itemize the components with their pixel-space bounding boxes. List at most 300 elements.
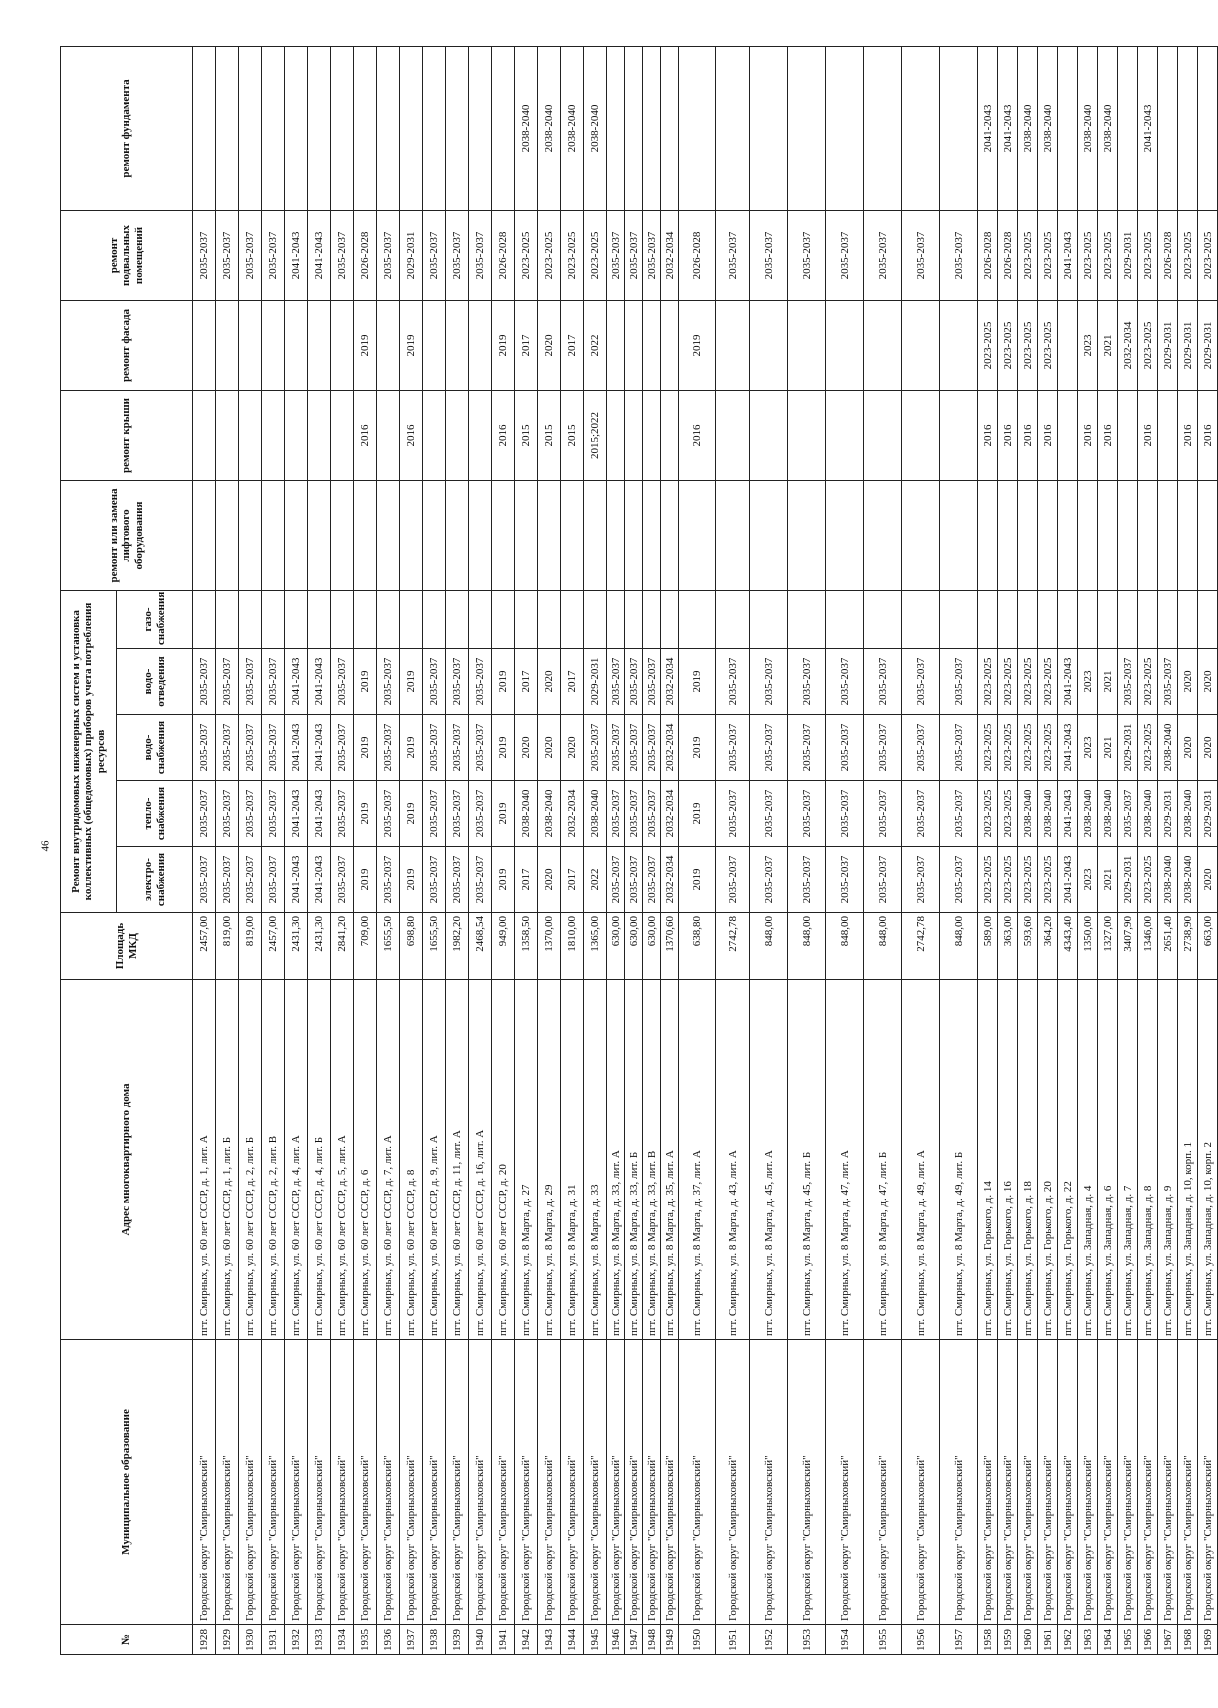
- gas-cell: [625, 590, 643, 648]
- foundation-cell: [1178, 46, 1198, 210]
- roof-cell: 2015: [538, 390, 561, 480]
- municipality-cell: Городской округ "Смирныховский": [1158, 1340, 1178, 1625]
- area-cell: 2431,30: [285, 913, 308, 980]
- area-cell: 2742,78: [716, 913, 750, 980]
- header-address: Адрес многоквартирного дома: [61, 980, 193, 1340]
- elevator-cell: [864, 480, 902, 590]
- heat-cell: 2035-2037: [216, 781, 239, 847]
- row-number: 1940: [469, 1625, 492, 1655]
- municipality-cell: Городской округ "Смирныховский": [716, 1340, 750, 1625]
- elevator-cell: [377, 480, 400, 590]
- water-cell: 2035-2037: [423, 715, 446, 781]
- row-number: 1962: [1058, 1625, 1078, 1655]
- row-number: 1938: [423, 1625, 446, 1655]
- basement-cell: 2023-2025: [1098, 210, 1118, 300]
- roof-cell: [716, 390, 750, 480]
- heat-cell: 2035-2037: [902, 781, 940, 847]
- table-row: [679, 46, 716, 1654]
- municipality-cell: Городской округ "Смирныховский": [515, 1340, 538, 1625]
- basement-cell: 2035-2037: [469, 210, 492, 300]
- sewage-cell: 2019: [492, 649, 515, 715]
- area-cell: 848,00: [864, 913, 902, 980]
- foundation-cell: [492, 46, 515, 210]
- roof-cell: [262, 390, 285, 480]
- roof-cell: [216, 390, 239, 480]
- facade-cell: 2022: [584, 300, 607, 390]
- table-row: [864, 46, 902, 1654]
- header-systems-group: Ремонт внутридомовых инженерных систем и установка коллективных (общедомовых) приборов учета потребления ресурсов: [61, 590, 117, 912]
- electricity-cell: 2035-2037: [940, 847, 978, 913]
- table-row: [826, 46, 864, 1654]
- address-cell: пгт. Смирных, ул. 60 лет СССР, д. 11, лит. А: [446, 980, 469, 1340]
- foundation-cell: [864, 46, 902, 210]
- address-cell: пгт. Смирных, ул. 60 лет СССР, д. 1, лит. А: [193, 980, 216, 1340]
- table-row: [1118, 46, 1138, 1654]
- header-facade: ремонт фасада: [61, 300, 193, 390]
- elevator-cell: [400, 480, 423, 590]
- elevator-cell: [561, 480, 584, 590]
- table-row: [308, 46, 331, 1654]
- sewage-cell: 2020: [1178, 649, 1198, 715]
- electricity-cell: 2038-2040: [1158, 847, 1178, 913]
- roof-cell: 2015: [561, 390, 584, 480]
- basement-cell: 2035-2037: [216, 210, 239, 300]
- foundation-cell: 2041-2043: [998, 46, 1018, 210]
- facade-cell: [1058, 300, 1078, 390]
- foundation-cell: 2038-2040: [1078, 46, 1098, 210]
- foundation-cell: [400, 46, 423, 210]
- facade-cell: [750, 300, 788, 390]
- table-row: [354, 46, 377, 1654]
- facade-cell: 2019: [400, 300, 423, 390]
- gas-cell: [538, 590, 561, 648]
- foundation-cell: [643, 46, 661, 210]
- table-row: [400, 46, 423, 1654]
- address-cell: пгт. Смирных, ул. Западная, д. 9: [1158, 980, 1178, 1340]
- water-cell: 2019: [354, 715, 377, 781]
- electricity-cell: 2035-2037: [239, 847, 262, 913]
- heat-cell: 2035-2037: [423, 781, 446, 847]
- electricity-cell: 2035-2037: [193, 847, 216, 913]
- electricity-cell: 2019: [354, 847, 377, 913]
- area-cell: 4343,40: [1058, 913, 1078, 980]
- water-cell: 2035-2037: [193, 715, 216, 781]
- area-cell: 1327,00: [1098, 913, 1118, 980]
- facade-cell: [788, 300, 826, 390]
- facade-cell: 2017: [561, 300, 584, 390]
- facade-cell: [285, 300, 308, 390]
- foundation-cell: [308, 46, 331, 210]
- area-cell: 2468,54: [469, 913, 492, 980]
- row-number: 1946: [607, 1625, 625, 1655]
- roof-cell: [331, 390, 354, 480]
- row-number: 1948: [643, 1625, 661, 1655]
- address-cell: пгт. Смирных, ул. 60 лет СССР, д. 6: [354, 980, 377, 1340]
- electricity-cell: 2035-2037: [607, 847, 625, 913]
- electricity-cell: 2032-2034: [661, 847, 679, 913]
- table-row: [750, 46, 788, 1654]
- elevator-cell: [902, 480, 940, 590]
- facade-cell: [607, 300, 625, 390]
- facade-cell: [262, 300, 285, 390]
- heat-cell: 2041-2043: [1058, 781, 1078, 847]
- municipality-cell: Городской округ "Смирныховский": [1178, 1340, 1198, 1625]
- water-cell: 2035-2037: [902, 715, 940, 781]
- header-sewage: водо-отведения: [117, 649, 193, 715]
- foundation-cell: [216, 46, 239, 210]
- area-cell: 1655,50: [377, 913, 400, 980]
- roof-cell: 2015;2022: [584, 390, 607, 480]
- area-cell: 2651,40: [1158, 913, 1178, 980]
- row-number: 1934: [331, 1625, 354, 1655]
- heat-cell: 2032-2034: [561, 781, 584, 847]
- area-cell: 2457,00: [262, 913, 285, 980]
- foundation-cell: 2038-2040: [515, 46, 538, 210]
- roof-cell: [750, 390, 788, 480]
- facade-cell: 2029-2031: [1198, 300, 1218, 390]
- municipality-cell: Городской округ "Смирныховский": [492, 1340, 515, 1625]
- municipality-cell: Городской округ "Смирныховский": [788, 1340, 826, 1625]
- facade-cell: [216, 300, 239, 390]
- electricity-cell: 2023: [1078, 847, 1098, 913]
- gas-cell: [788, 590, 826, 648]
- area-cell: 1655,50: [423, 913, 446, 980]
- table-row: [998, 46, 1018, 1654]
- address-cell: пгт. Смирных, ул. 60 лет СССР, д. 1, лит. Б: [216, 980, 239, 1340]
- water-cell: 2023-2025: [1138, 715, 1158, 781]
- basement-cell: 2035-2037: [607, 210, 625, 300]
- gas-cell: [1178, 590, 1198, 648]
- municipality-cell: Городской округ "Смирныховский": [625, 1340, 643, 1625]
- heat-cell: 2038-2040: [1178, 781, 1198, 847]
- area-cell: 709,00: [354, 913, 377, 980]
- elevator-cell: [1138, 480, 1158, 590]
- elevator-cell: [750, 480, 788, 590]
- municipality-cell: Городской округ "Смирныховский": [285, 1340, 308, 1625]
- basement-cell: 2032-2034: [661, 210, 679, 300]
- roof-cell: [1158, 390, 1178, 480]
- heat-cell: 2038-2040: [1098, 781, 1118, 847]
- municipality-cell: Городской округ "Смирныховский": [1098, 1340, 1118, 1625]
- address-cell: пгт. Смирных, ул. 60 лет СССР, д. 2, лит. Б: [239, 980, 262, 1340]
- foundation-cell: 2038-2040: [584, 46, 607, 210]
- roof-cell: [285, 390, 308, 480]
- water-cell: 2035-2037: [607, 715, 625, 781]
- facade-cell: 2023-2025: [1038, 300, 1058, 390]
- header-heat: тепло-снабжения: [117, 781, 193, 847]
- table-row: [469, 46, 492, 1654]
- electricity-cell: 2038-2040: [1178, 847, 1198, 913]
- address-cell: пгт. Смирных, ул. 8 Марта, д. 35, лит. А: [661, 980, 679, 1340]
- gas-cell: [239, 590, 262, 648]
- elevator-cell: [1018, 480, 1038, 590]
- water-cell: 2032-2034: [661, 715, 679, 781]
- water-cell: 2035-2037: [643, 715, 661, 781]
- electricity-cell: 2019: [400, 847, 423, 913]
- row-number: 1945: [584, 1625, 607, 1655]
- water-cell: 2020: [561, 715, 584, 781]
- facade-cell: [377, 300, 400, 390]
- heat-cell: 2035-2037: [643, 781, 661, 847]
- foundation-cell: 2038-2040: [1018, 46, 1038, 210]
- water-cell: 2041-2043: [308, 715, 331, 781]
- table-row: [561, 46, 584, 1654]
- heat-cell: 2038-2040: [538, 781, 561, 847]
- heat-cell: 2038-2040: [1138, 781, 1158, 847]
- area-cell: 848,00: [788, 913, 826, 980]
- area-cell: 819,00: [239, 913, 262, 980]
- elevator-cell: [538, 480, 561, 590]
- water-cell: 2038-2040: [1158, 715, 1178, 781]
- heat-cell: 2038-2040: [1018, 781, 1038, 847]
- electricity-cell: 2023-2025: [1018, 847, 1038, 913]
- area-cell: 848,00: [750, 913, 788, 980]
- municipality-cell: Городской округ "Смирныховский": [469, 1340, 492, 1625]
- municipality-cell: Городской округ "Смирныховский": [1198, 1340, 1218, 1625]
- water-cell: 2020: [538, 715, 561, 781]
- gas-cell: [377, 590, 400, 648]
- row-number: 1932: [285, 1625, 308, 1655]
- address-cell: пгт. Смирных, ул. 8 Марта, д. 45, лит. Б: [788, 980, 826, 1340]
- sewage-cell: 2021: [1098, 649, 1118, 715]
- gas-cell: [216, 590, 239, 648]
- table-row: [492, 46, 515, 1654]
- row-number: 1950: [679, 1625, 716, 1655]
- municipality-cell: Городской округ "Смирныховский": [661, 1340, 679, 1625]
- header-basement: ремонт подвальных помещений: [61, 210, 193, 300]
- gas-cell: [331, 590, 354, 648]
- municipality-cell: Городской округ "Смирныховский": [750, 1340, 788, 1625]
- elevator-cell: [1038, 480, 1058, 590]
- address-cell: пгт. Смирных, ул. 8 Марта, д. 33, лит. А: [607, 980, 625, 1340]
- heat-cell: 2038-2040: [584, 781, 607, 847]
- area-cell: 589,00: [978, 913, 998, 980]
- sewage-cell: 2035-2037: [469, 649, 492, 715]
- sewage-cell: 2035-2037: [902, 649, 940, 715]
- address-cell: пгт. Смирных, ул. 8 Марта, д. 45, лит. А: [750, 980, 788, 1340]
- gas-cell: [285, 590, 308, 648]
- foundation-cell: [607, 46, 625, 210]
- basement-cell: 2035-2037: [826, 210, 864, 300]
- elevator-cell: [584, 480, 607, 590]
- sewage-cell: 2035-2037: [216, 649, 239, 715]
- roof-cell: [1118, 390, 1138, 480]
- water-cell: 2019: [492, 715, 515, 781]
- sewage-cell: 2023-2025: [1038, 649, 1058, 715]
- water-cell: 2020: [1198, 715, 1218, 781]
- facade-cell: 2021: [1098, 300, 1118, 390]
- heat-cell: 2038-2040: [1038, 781, 1058, 847]
- table-row: [285, 46, 308, 1654]
- row-number: 1941: [492, 1625, 515, 1655]
- gas-cell: [1038, 590, 1058, 648]
- address-cell: пгт. Смирных, ул. 8 Марта, д. 49, лит. Б: [940, 980, 978, 1340]
- roof-cell: 2016: [998, 390, 1018, 480]
- sewage-cell: 2035-2037: [331, 649, 354, 715]
- sewage-cell: 2035-2037: [423, 649, 446, 715]
- area-cell: 1350,00: [1078, 913, 1098, 980]
- table-row: [1078, 46, 1098, 1654]
- electricity-cell: 2019: [679, 847, 716, 913]
- facade-cell: 2019: [679, 300, 716, 390]
- address-cell: пгт. Смирных, ул. Западная, д. 10, корп. 2: [1198, 980, 1218, 1340]
- row-number: 1953: [788, 1625, 826, 1655]
- roof-cell: [193, 390, 216, 480]
- heat-cell: 2035-2037: [940, 781, 978, 847]
- electricity-cell: 2023-2025: [998, 847, 1018, 913]
- table-row: [1198, 46, 1218, 1654]
- address-cell: пгт. Смирных, ул. 8 Марта, д. 43, лит. А: [716, 980, 750, 1340]
- sewage-cell: 2029-2031: [584, 649, 607, 715]
- roof-cell: [308, 390, 331, 480]
- water-cell: 2041-2043: [285, 715, 308, 781]
- table-row: [1178, 46, 1198, 1654]
- elevator-cell: [788, 480, 826, 590]
- foundation-cell: [446, 46, 469, 210]
- basement-cell: 2023-2025: [1198, 210, 1218, 300]
- area-cell: 2457,00: [193, 913, 216, 980]
- basement-cell: 2023-2025: [1078, 210, 1098, 300]
- facade-cell: [469, 300, 492, 390]
- table-row: [331, 46, 354, 1654]
- foundation-cell: [826, 46, 864, 210]
- water-cell: 2041-2043: [1058, 715, 1078, 781]
- facade-cell: [331, 300, 354, 390]
- basement-cell: 2023-2025: [1178, 210, 1198, 300]
- foundation-cell: 2038-2040: [538, 46, 561, 210]
- roof-cell: [446, 390, 469, 480]
- facade-cell: [826, 300, 864, 390]
- water-cell: 2023-2025: [998, 715, 1018, 781]
- heat-cell: 2023-2025: [998, 781, 1018, 847]
- electricity-cell: 2022: [584, 847, 607, 913]
- sewage-cell: 2035-2037: [1158, 649, 1178, 715]
- gas-cell: [354, 590, 377, 648]
- basement-cell: 2029-2031: [400, 210, 423, 300]
- area-cell: 819,00: [216, 913, 239, 980]
- elevator-cell: [625, 480, 643, 590]
- basement-cell: 2026-2028: [978, 210, 998, 300]
- sewage-cell: 2017: [561, 649, 584, 715]
- gas-cell: [469, 590, 492, 648]
- water-cell: 2035-2037: [625, 715, 643, 781]
- heat-cell: 2038-2040: [1078, 781, 1098, 847]
- gas-cell: [492, 590, 515, 648]
- heat-cell: 2041-2043: [308, 781, 331, 847]
- roof-cell: 2016: [679, 390, 716, 480]
- roof-cell: 2016: [978, 390, 998, 480]
- gas-cell: [661, 590, 679, 648]
- gas-cell: [1018, 590, 1038, 648]
- address-cell: пгт. Смирных, ул. 8 Марта, д. 37, лит. А: [679, 980, 716, 1340]
- water-cell: 2035-2037: [446, 715, 469, 781]
- electricity-cell: 2019: [492, 847, 515, 913]
- municipality-cell: Городской округ "Смирныховский": [679, 1340, 716, 1625]
- elevator-cell: [331, 480, 354, 590]
- municipality-cell: Городской округ "Смирныховский": [239, 1340, 262, 1625]
- header-elevator: ремонт или замена лифтового оборудования: [61, 480, 193, 590]
- foundation-cell: [354, 46, 377, 210]
- gas-cell: [750, 590, 788, 648]
- gas-cell: [940, 590, 978, 648]
- area-cell: 630,00: [643, 913, 661, 980]
- area-cell: 1358,50: [515, 913, 538, 980]
- gas-cell: [978, 590, 998, 648]
- water-cell: 2035-2037: [331, 715, 354, 781]
- address-cell: пгт. Смирных, ул. 8 Марта, д. 47, лит. Б: [864, 980, 902, 1340]
- row-number: 1959: [998, 1625, 1018, 1655]
- water-cell: 2035-2037: [377, 715, 400, 781]
- row-number: 1952: [750, 1625, 788, 1655]
- water-cell: 2035-2037: [788, 715, 826, 781]
- facade-cell: 2023-2025: [978, 300, 998, 390]
- sewage-cell: 2041-2043: [1058, 649, 1078, 715]
- municipality-cell: Городской округ "Смирныховский": [607, 1340, 625, 1625]
- gas-cell: [561, 590, 584, 648]
- gas-cell: [446, 590, 469, 648]
- area-cell: 2431,30: [308, 913, 331, 980]
- sewage-cell: 2020: [538, 649, 561, 715]
- water-cell: 2035-2037: [716, 715, 750, 781]
- address-cell: пгт. Смирных, ул. 8 Марта, д. 33, лит. В: [643, 980, 661, 1340]
- elevator-cell: [285, 480, 308, 590]
- sewage-cell: 2035-2037: [940, 649, 978, 715]
- address-cell: пгт. Смирных, ул. Горького, д. 18: [1018, 980, 1038, 1340]
- heat-cell: 2035-2037: [864, 781, 902, 847]
- sewage-cell: 2019: [354, 649, 377, 715]
- address-cell: пгт. Смирных, ул. 8 Марта, д. 49, лит. А: [902, 980, 940, 1340]
- address-cell: пгт. Смирных, ул. 8 Марта, д. 33: [584, 980, 607, 1340]
- elevator-cell: [940, 480, 978, 590]
- municipality-cell: Городской округ "Смирныховский": [1018, 1340, 1038, 1625]
- electricity-cell: 2020: [1198, 847, 1218, 913]
- sewage-cell: 2020: [1198, 649, 1218, 715]
- area-cell: 2742,78: [902, 913, 940, 980]
- heat-cell: 2019: [679, 781, 716, 847]
- address-cell: пгт. Смирных, ул. 60 лет СССР, д. 8: [400, 980, 423, 1340]
- sewage-cell: 2041-2043: [308, 649, 331, 715]
- facade-cell: [423, 300, 446, 390]
- rotated-page: [60, 47, 1214, 1655]
- water-cell: 2035-2037: [584, 715, 607, 781]
- roof-cell: [902, 390, 940, 480]
- elevator-cell: [193, 480, 216, 590]
- elevator-cell: [716, 480, 750, 590]
- foundation-cell: [1158, 46, 1178, 210]
- electricity-cell: 2035-2037: [788, 847, 826, 913]
- header-area: Площадь МКД: [61, 913, 193, 980]
- row-number: 1967: [1158, 1625, 1178, 1655]
- basement-cell: 2035-2037: [902, 210, 940, 300]
- facade-cell: 2029-2031: [1158, 300, 1178, 390]
- address-cell: пгт. Смирных, ул. Западная, д. 4: [1078, 980, 1098, 1340]
- foundation-cell: [239, 46, 262, 210]
- area-cell: 630,00: [625, 913, 643, 980]
- table-row: [515, 46, 538, 1654]
- sewage-cell: 2035-2037: [643, 649, 661, 715]
- roof-cell: [940, 390, 978, 480]
- roof-cell: [377, 390, 400, 480]
- capital-repair-table: [60, 46, 1218, 1655]
- table-row: [216, 46, 239, 1654]
- foundation-cell: [193, 46, 216, 210]
- water-cell: 2023: [1078, 715, 1098, 781]
- electricity-cell: 2035-2037: [331, 847, 354, 913]
- area-cell: 638,80: [679, 913, 716, 980]
- basement-cell: 2023-2025: [1138, 210, 1158, 300]
- heat-cell: 2019: [492, 781, 515, 847]
- heat-cell: 2019: [354, 781, 377, 847]
